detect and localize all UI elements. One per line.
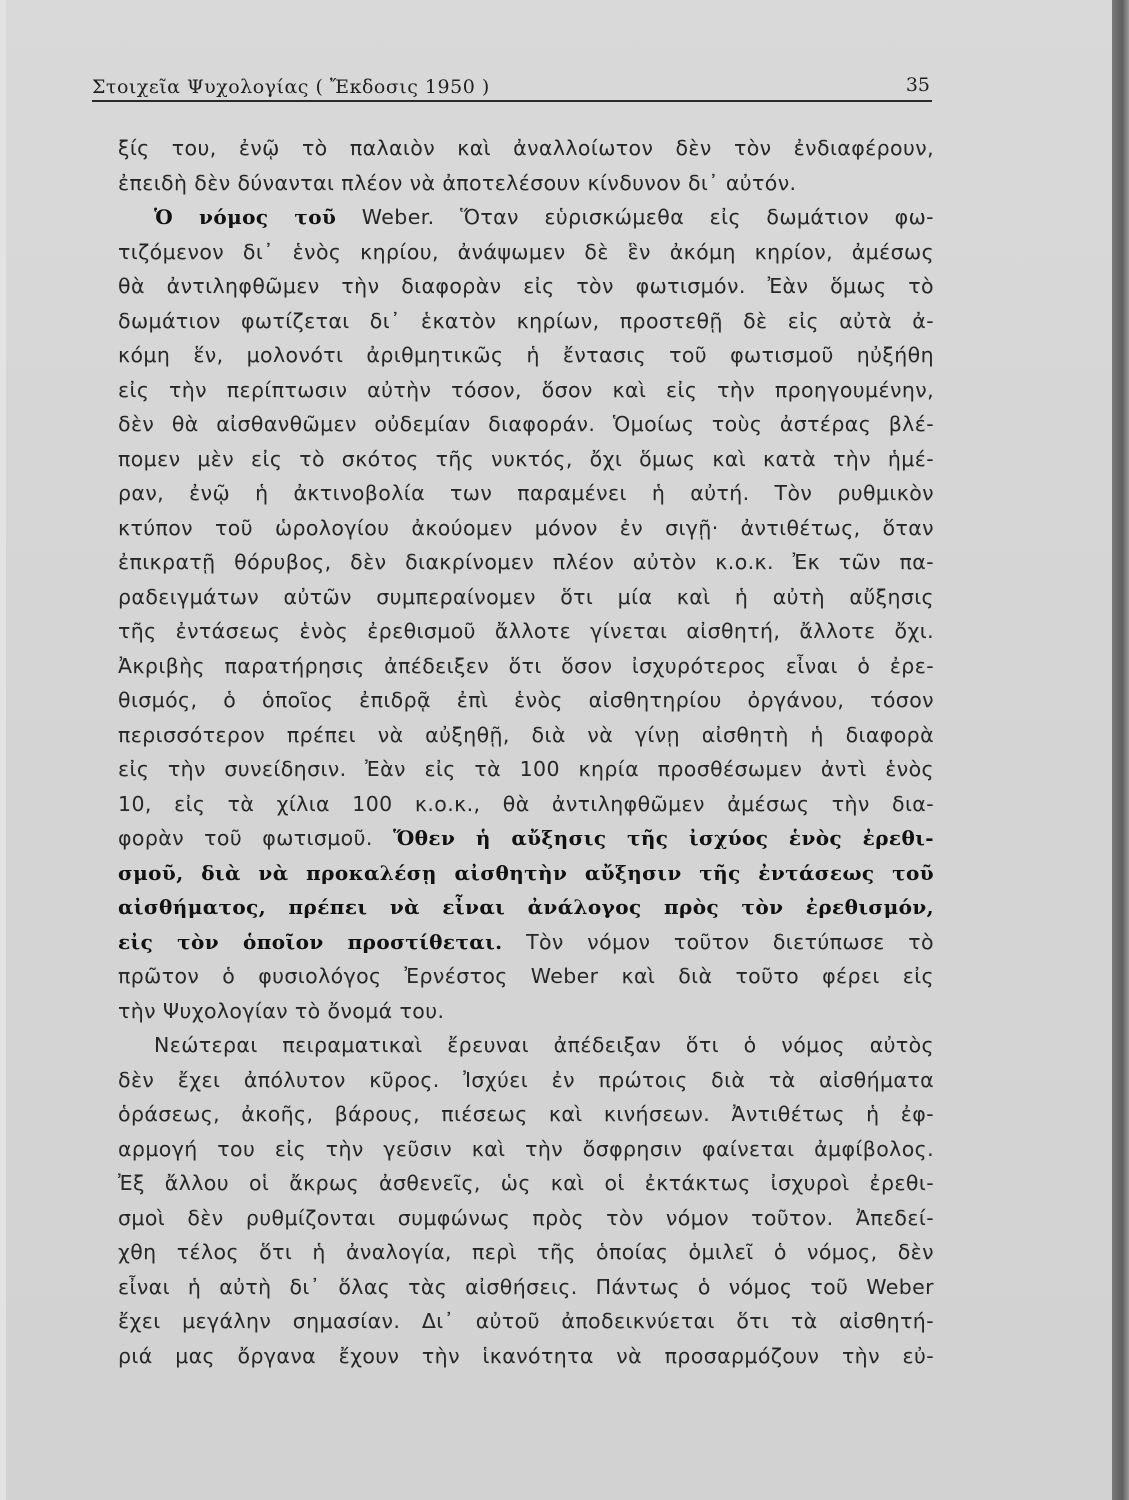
body-text	[118, 131, 934, 1373]
text-line: πομεν μὲν εἰς τὸ σκότος τῆς νυκτός, ὄχι ὅμως καὶ κατὰ τὴν ἡμέ-	[118, 446, 934, 471]
text-line: ξίς του, ἐνῷ τὸ παλαιὸν καὶ ἀναλλοίωτον δὲν τὸν ἐνδιαφέρουν,	[118, 136, 934, 160]
page-header	[92, 70, 932, 102]
text-line: τιζόμενον δι᾿ ἑνὸς κηρίου, ἀνάψωμεν δὲ ἓν ἀκόμη κηρίον, ἀμέσως	[118, 239, 934, 264]
running-title: Στοιχεῖα Ψυχολογίας ( Ἔκδοσις 1950 )	[92, 76, 490, 98]
text-line: πρῶτον ὁ φυσιολόγος Ἐρνέστος Weber καὶ διὰ τοῦτο φέρει εἰς	[118, 964, 934, 988]
paragraph-start-line: Νεώτεραι πειραματικαὶ ἔρευναι ἀπέδειξαν ὅτι ὁ νόμος αὐτὸς	[154, 1033, 934, 1057]
text-line: εἰς τὴν περίπτωσιν αὐτὴν τόσον, ὅσον καὶ εἰς τὴν προηγουμένην,	[118, 377, 934, 402]
emphasized-law: Ὅθεν ἡ αὔξησις τῆς ἰσχύος ἑνὸς ἐρεθι-	[392, 826, 934, 850]
bold-line	[118, 856, 934, 891]
emphasized-law: εἰς τὸν ὁποῖον προστίθεται.	[118, 929, 503, 954]
text-line: εἶναι ἡ αὐτὴ δι᾿ ὅλας τὰς αἰσθήσεις. Πάντως ὁ νόμος τοῦ Weber	[118, 1274, 934, 1299]
text-line-with-bold: εἰς τὸν ὁποῖον προστίθεται. Τὸν νόμον τοῦτον διετύπωσε τὸ	[118, 929, 934, 954]
page-number: 35	[905, 74, 930, 96]
text-line: δὲν ἔχει ἀπόλυτον κῦρος. Ἰσχύει ἐν πρώτοις διὰ τὰ αἰσθήματα	[118, 1067, 934, 1092]
text-line: ριά μας ὄργανα ἔχουν τὴν ἱκανότητα νὰ προσαρμόζουν τὴν εὐ-	[118, 1343, 934, 1368]
text-line: ραδειγμάτων αὐτῶν συμπεραίνομεν ὅτι μία καὶ ἡ αὐτὴ αὔξησις	[118, 584, 934, 609]
text-line: σμοὶ δὲν ρυθμίζονται συμφώνως πρὸς τὸν νόμον τοῦτον. Ἀπεδεί-	[118, 1205, 934, 1230]
text-line: Ἀκριβὴς παρατήρησις ἀπέδειξεν ὅτι ὅσον ἰσχυρότερος εἶναι ὁ ἐρε-	[118, 653, 934, 678]
text-line: ραν, ἐνῷ ἡ ἀκτινοβολία των παραμένει ἡ αὐτή. Τὸν ρυθμικὸν	[118, 481, 934, 505]
text-line: δωμάτιον φωτίζεται δι᾿ ἑκατὸν κηρίων, προστεθῇ δὲ εἰς αὐτὰ ἀ-	[118, 308, 934, 333]
text-line: τὴν Ψυχολογίαν τὸ ὄνομά του.	[118, 998, 445, 1023]
text-line: χθη τέλος ὅτι ἡ ἀναλογία, περὶ τῆς ὁποίας ὁμιλεῖ ὁ νόμος, δὲν	[118, 1240, 934, 1264]
text-line: κόμη ἕν, μολονότι ἀριθμητικῶς ἡ ἔντασις τοῦ φωτισμοῦ ηὐξήθη	[118, 343, 934, 367]
emphasized-law: αἰσθήματος, πρέπει νὰ εἶναι ἀνάλογος πρὸς τὸν ἐρεθισμόν,	[118, 895, 934, 919]
text-line: Ἐξ ἄλλου οἱ ἄκρως ἀσθενεῖς, ὡς καὶ οἱ ἐκτάκτως ἰσχυροὶ ἐρεθι-	[118, 1171, 934, 1195]
text-line: 10, εἰς τὰ χίλια 100 κ.ο.κ., θὰ ἀντιληφθῶμεν ἀμέσως τὴν δια-	[118, 791, 934, 816]
text-line: ἐπικρατῇ θόρυβος, δὲν διακρίνομεν πλέον αὐτὸν κ.ο.κ. Ἐκ τῶν πα-	[118, 550, 934, 574]
page-left-edge	[0, 0, 6, 1500]
page-binding-edge	[1112, 0, 1129, 1500]
text-line: ἔχει μεγάλην σημασίαν. Δι᾿ αὐτοῦ ἀποδεικνύεται ὅτι τὰ αἰσθητή-	[118, 1309, 934, 1333]
text-line-with-bold: φορὰν τοῦ φωτισμοῦ. Ὅθεν ἡ αὔξησις τῆς ἰσχύος ἑνὸς ἐρεθι-	[118, 826, 934, 850]
section-heading: Ὁ νόμος τοῦ	[154, 205, 337, 229]
text-line: τῆς ἐντάσεως ἑνὸς ἐρεθισμοῦ ἄλλοτε γίνεται αἰσθητή, ἄλλοτε ὄχι.	[118, 619, 934, 643]
text-line: θισμός, ὁ ὁποῖος ἐπιδρᾷ ἐπὶ ἑνὸς αἰσθητηρίου ὀργάνου, τόσον	[118, 688, 934, 712]
text-line: περισσότερον πρέπει νὰ αὐξηθῇ, διὰ νὰ γίνῃ αἰσθητὴ ἡ διαφορὰ	[118, 722, 934, 747]
bold-line	[118, 890, 934, 925]
emphasized-law: σμοῦ, διὰ νὰ προκαλέσῃ αἰσθητὴν αὔξησιν τῆς ἐντάσεως τοῦ	[118, 860, 934, 885]
text-line: ὁράσεως, ἀκοῆς, βάρους, πιέσεως καὶ κινήσεων. Ἀντιθέτως ἡ ἐφ-	[118, 1102, 934, 1126]
text-line: δὲν θὰ αἰσθανθῶμεν οὐδεμίαν διαφοράν. Ὁμοίως τοὺς ἀστέρας βλέ-	[118, 412, 934, 436]
text-line: αρμογή του εἰς τὴν γεῦσιν καὶ τὴν ὄσφρησιν φαίνεται ἀμφίβολος.	[118, 1136, 934, 1161]
text-line: κτύπον τοῦ ὡρολογίου ἀκούομεν μόνον ἐν σιγῇ· ἀντιθέτως, ὅταν	[118, 515, 934, 540]
section-heading-line: Ὁ νόμος τοῦ Weber. Ὅταν εὑρισκώμεθα εἰς δωμάτιον φω-	[154, 205, 934, 229]
text-line: ἐπειδὴ δὲν δύνανται πλέον νὰ ἀποτελέσουν κίνδυνον δι᾿ αὐτόν.	[118, 170, 797, 195]
text-line: εἰς τὴν συνείδησιν. Ἐὰν εἰς τὰ 100 κηρία προσθέσωμεν ἀντὶ ἑνὸς	[118, 757, 934, 781]
text-line: θὰ ἀντιληφθῶμεν τὴν διαφορὰν εἰς τὸν φωτισμόν. Ἐὰν ὅμως τὸ	[118, 274, 934, 298]
